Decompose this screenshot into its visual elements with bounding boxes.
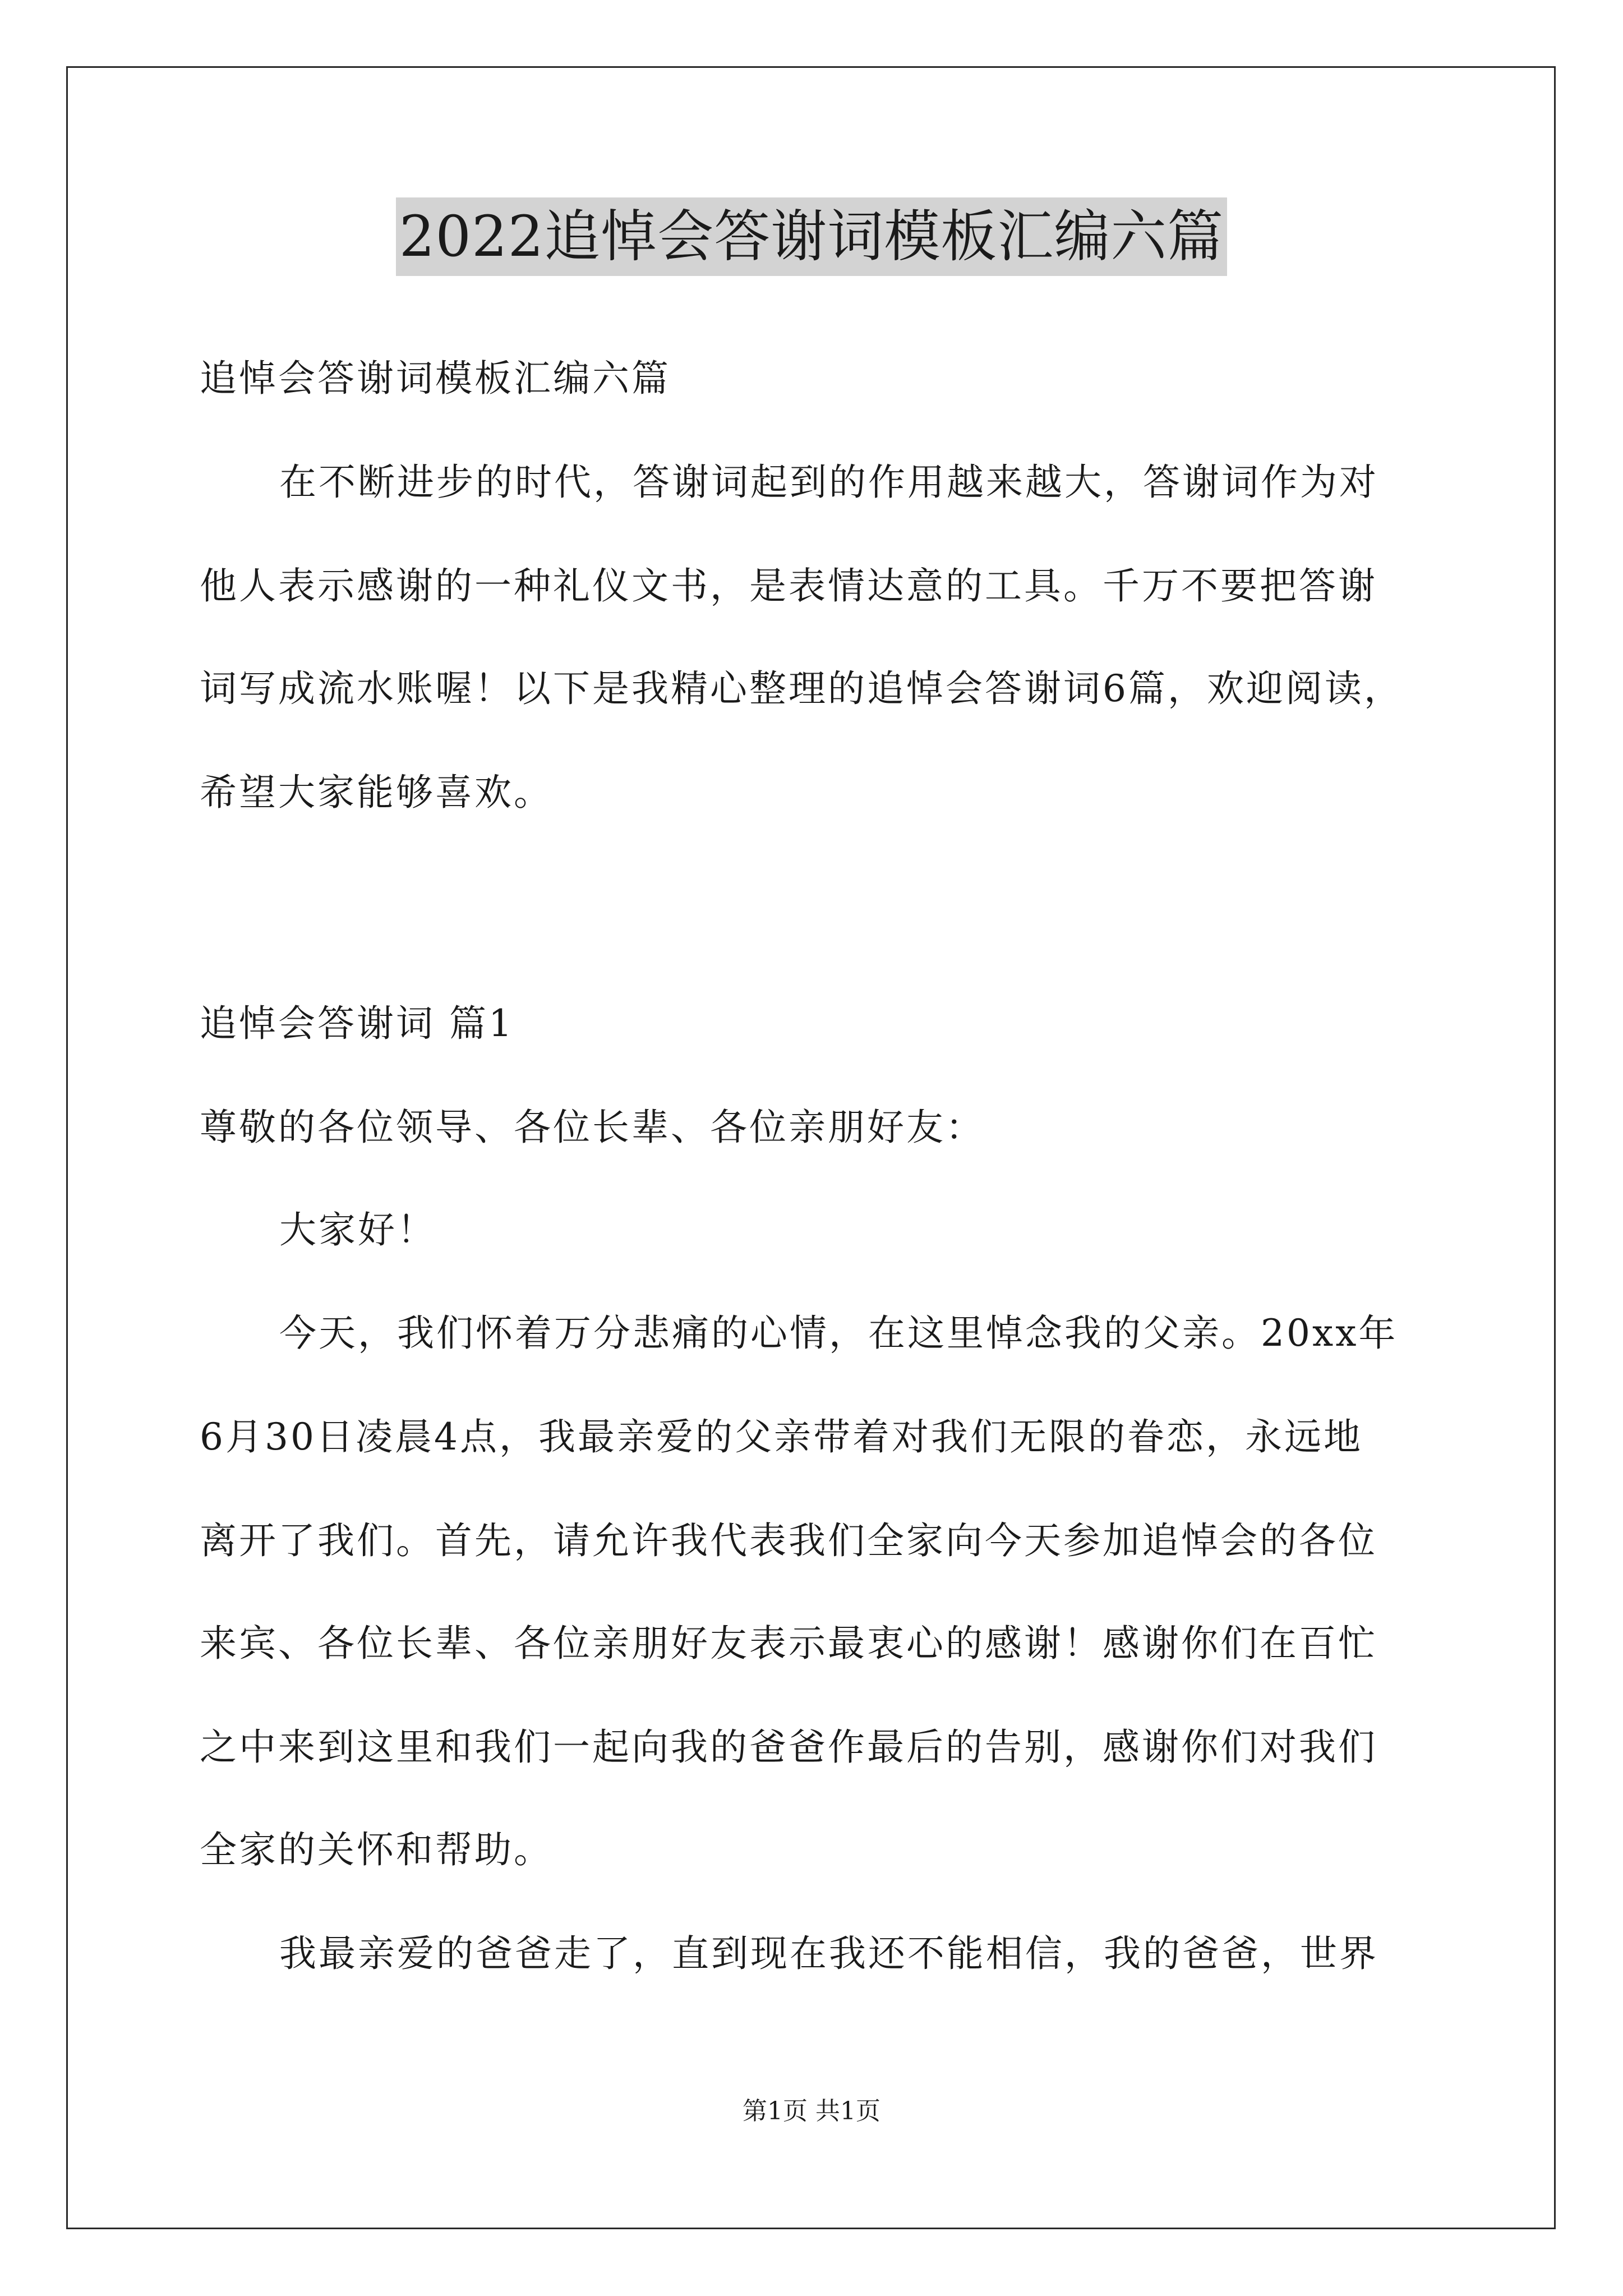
- paragraph-line: 离开了我们。首先，请允许我代表我们全家向今天参加追悼会的各位: [200, 1519, 1377, 1562]
- section-heading: 追悼会答谢词 篇1: [200, 1002, 514, 1045]
- title-container: [0, 197, 1623, 276]
- document-title: 2022追悼会答谢词模板汇编六篇: [396, 197, 1228, 276]
- page-footer: 第1页 共1页: [743, 2097, 880, 2125]
- paragraph-line: 今天，我们怀着万分悲痛的心情，在这里悼念我的父亲。20xx年: [279, 1312, 1398, 1355]
- intro-line: 希望大家能够喜欢。: [200, 771, 553, 814]
- paragraph-line: 之中来到这里和我们一起向我的爸爸作最后的告别，感谢你们对我们: [200, 1726, 1377, 1769]
- greeting: 大家好！: [279, 1208, 436, 1251]
- paragraph-line: 6月30日凌晨4点，我最亲爱的父亲带着对我们无限的眷恋，永远地: [200, 1415, 1363, 1458]
- paragraph-line: 来宾、各位长辈、各位亲朋好友表示最衷心的感谢！感谢你们在百忙: [200, 1622, 1377, 1665]
- paragraph-line: 全家的关怀和帮助。: [200, 1828, 553, 1871]
- intro-line: 在不断进步的时代，答谢词起到的作用越来越大，答谢词作为对: [279, 461, 1378, 504]
- paragraph-line: 我最亲爱的爸爸走了，直到现在我还不能相信，我的爸爸，世界: [279, 1932, 1378, 1975]
- intro-line: 他人表示感谢的一种礼仪文书，是表情达意的工具。千万不要把答谢: [200, 564, 1377, 608]
- intro-line: 词写成流水账喔！以下是我精心整理的追悼会答谢词6篇，欢迎阅读，: [200, 667, 1403, 710]
- document-subtitle: 追悼会答谢词模板汇编六篇: [200, 357, 671, 400]
- salutation: 尊敬的各位领导、各位长辈、各位亲朋好友：: [200, 1106, 985, 1149]
